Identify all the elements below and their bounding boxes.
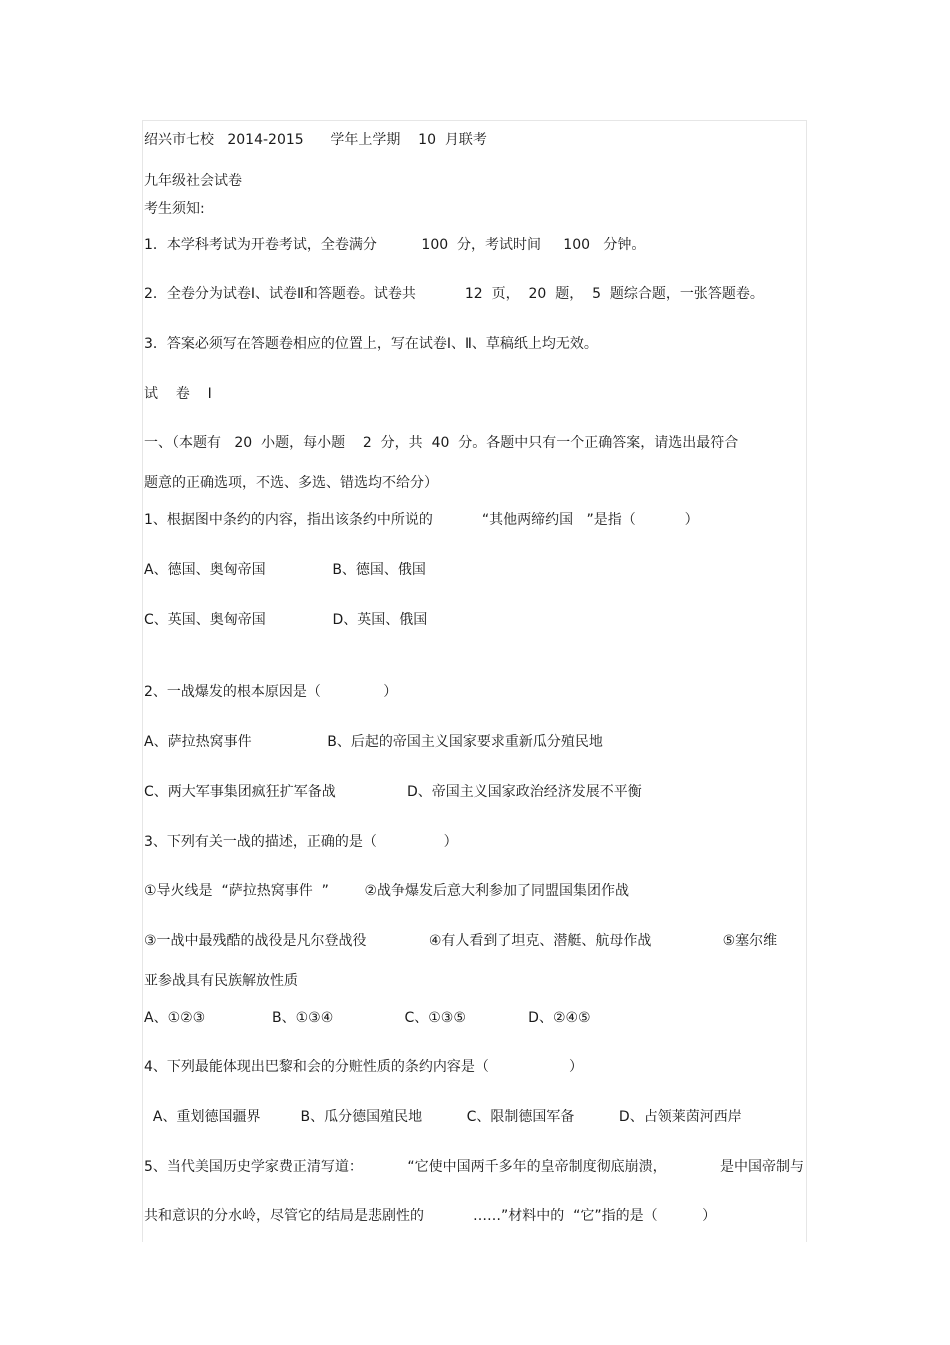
- question-3-statement-line-2: ③一战中最残酷的战役是凡尔登战役 ④有人看到了坦克、潜艇、航母作战 ⑤塞尔维: [144, 933, 778, 949]
- notice-item-2: 2．全卷分为试卷Ⅰ、试卷Ⅱ和答题卷。试卷共 12 页， 20 题， 5 题综合题，一张答题卷。: [144, 286, 764, 302]
- question-2-stem: 2、一战爆发的根本原因是（ ）: [144, 684, 398, 700]
- question-1-options-line-1: A、德国、奥匈帝国 B、德国、俄国: [144, 562, 426, 578]
- question-3-statement-line-3: 亚参战具有民族解放性质: [144, 973, 298, 989]
- section-title: 试 卷 Ⅰ: [144, 386, 212, 402]
- notice-item-1: 1．本学科考试为开卷考试，全卷满分 100 分，考试时间 100 分钟。: [144, 237, 646, 253]
- notice-item-3: 3．答案必须写在答题卷相应的位置上，写在试卷Ⅰ、Ⅱ、草稿纸上均无效。: [144, 336, 598, 352]
- question-5-stem: 5、当代美国历史学家费正清写道： “它使中国两千多年的皇帝制度彻底崩溃， 是中国帝制与: [144, 1159, 805, 1175]
- question-4-stem: 4、下列最能体现出巴黎和会的分赃性质的条约内容是（ ）: [144, 1059, 584, 1075]
- section-instruction-line-1: 一、（本题有 20 小题，每小题 2 分，共 40 分。各题中只有一个正确答案，请选出最符合: [144, 435, 739, 451]
- question-3-stem: 3、下列有关一战的描述，正确的是（ ）: [144, 834, 458, 850]
- question-3-options-line-1: A、①②③ B、①③④ C、①③⑤ D、②④⑤: [144, 1010, 591, 1026]
- question-2-options-line-1: A、萨拉热窝事件 B、后起的帝国主义国家要求重新瓜分殖民地: [144, 734, 603, 750]
- question-2-options-line-2: C、两大军事集团疯狂扩军备战 D、帝国主义国家政治经济发展不平衡: [144, 784, 642, 800]
- exam-subtitle: 九年级社会试卷: [144, 173, 242, 189]
- question-4-options-line-1: A、重划德国疆界 B、瓜分德国殖民地 C、限制德国军备 D、占领莱茵河西岸: [144, 1109, 742, 1125]
- question-1-options-line-2: C、英国、奥匈帝国 D、英国、俄国: [144, 612, 428, 628]
- section-instruction-line-2: 题意的正确选项，不选、多选、错选均不给分）: [144, 475, 438, 491]
- notice-heading: 考生须知:: [144, 201, 205, 217]
- question-3-statement-line-1: ①导火线是 “萨拉热窝事件 ” ②战争爆发后意大利参加了同盟国集团作战: [144, 883, 630, 899]
- question-1-stem: 1、根据图中条约的内容，指出该条约中所说的 “其他两缔约国 ”是指（ ）: [144, 512, 699, 528]
- question-5-stem-line-2: 共和意识的分水岭，尽管它的结局是悲剧性的 ……”材料中的 “它”指的是（ ）: [144, 1208, 717, 1224]
- exam-title: 绍兴市七校 2014-2015 学年上学期 10 月联考: [144, 132, 487, 148]
